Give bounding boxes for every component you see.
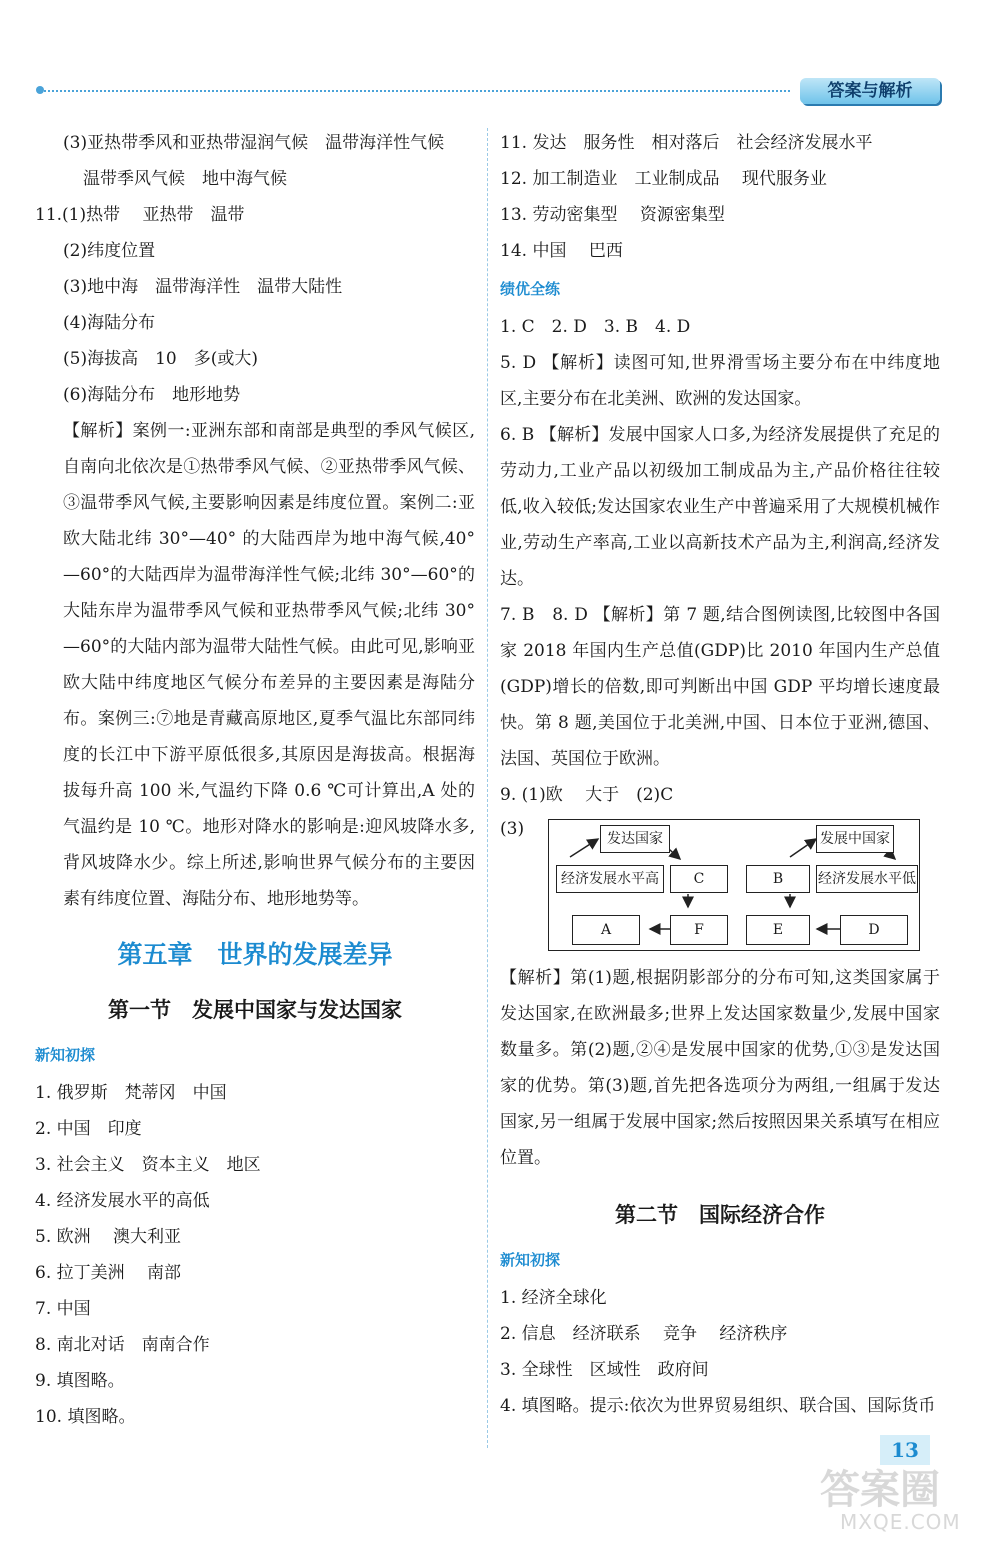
answer-line: 11.(1)热带 亚热带 温带 — [35, 205, 245, 225]
watermark-logo: 答案圈 — [820, 1467, 940, 1513]
cause-effect-diagram — [500, 819, 920, 954]
answer-paragraph: 5. D 【解析】读图可知,世界滑雪场主要分布在中纬度地区,主要分布在北美洲、欧洲的发达国家。 — [500, 353, 940, 409]
section-label: 新知初探 — [35, 1046, 96, 1064]
chapter-title: 第五章 世界的发展差异 — [117, 940, 393, 969]
box-f: F — [670, 915, 728, 945]
column-divider — [487, 128, 488, 1448]
answer-line: 2. 中国 印度 — [35, 1119, 142, 1139]
header-tag: 答案与解析 — [800, 78, 940, 104]
answer-line: 14. 中国 巴西 — [500, 241, 623, 261]
box-b: B — [746, 865, 810, 893]
answer-line: 9. 填图略。 — [35, 1371, 125, 1391]
answer-line: 4. 填图略。提示:依次为世界贸易组织、联合国、国际货币 — [500, 1396, 936, 1416]
answer-line: (6)海陆分布 地形地势 — [63, 385, 241, 405]
diagram-label: (3) — [500, 819, 525, 839]
answer-line: 13. 劳动密集型 资源密集型 — [500, 205, 725, 225]
answer-line: 5. 欧洲 澳大利亚 — [35, 1227, 182, 1247]
answer-line: 11. 发达 服务性 相对落后 社会经济发展水平 — [500, 133, 873, 153]
answer-line: 10. 填图略。 — [35, 1407, 136, 1427]
box-e: E — [746, 915, 810, 945]
answer-line: 3. 全球性 区域性 政府间 — [500, 1360, 709, 1380]
section-title: 第一节 发展中国家与发达国家 — [108, 997, 402, 1022]
answer-line: 3. 社会主义 资本主义 地区 — [35, 1155, 261, 1175]
answer-paragraph: 7. B 8. D 【解析】第 7 题,结合图例读图,比较图中各国家 2018 年国内生产总值(GDP)比 2010 年国内生产总值(GDP)增长的倍数,即可判断出中国 GDP 平均增长速度最快。第 8 题,美国位于北美洲,中国、日本位于亚洲,德国、法国、英国位于欧洲。 — [500, 605, 940, 769]
answer-line: (4)海陆分布 — [63, 313, 156, 333]
site-watermark — [820, 1430, 990, 1540]
answer-line: (3)亚热带季风和亚热带湿润气候 温带海洋性气候 — [63, 133, 445, 153]
answer-line: 1. 经济全球化 — [500, 1288, 607, 1308]
left-column — [35, 125, 475, 1435]
page-number: 13 — [880, 1435, 930, 1465]
developing-country-box: 发展中国家 — [816, 825, 894, 853]
box-c: C — [670, 865, 728, 893]
answer-line: (3)地中海 温带海洋性 温带大陆性 — [63, 277, 343, 297]
answer-line: 温带季风气候 地中海气候 — [83, 169, 287, 189]
answer-line: (5)海拔高 10 多(或大) — [63, 349, 258, 369]
answer-line: 12. 加工制造业 工业制成品 现代服务业 — [500, 169, 827, 189]
section-label: 新知初探 — [500, 1251, 561, 1269]
developed-country-box: 发达国家 — [600, 825, 670, 853]
analysis-paragraph: 【解析】案例一:亚洲东部和南部是典型的季风气候区,自南向北依次是①热带季风气候、②亚热带季风气候、③温带季风气候,主要影响因素是纬度位置。案例二:亚欧大陆北纬 30°—40° 的大陆西岸为地中海气候,40°—60°的大陆西岸为温带海洋性气候;北纬 30°—60°的大陆东岸为温带季风气候和亚热带季风气候;北纬 30°—60°的大陆内部为温带大陆性气候。由此可见,影响亚欧大陆中纬度地区气候分布差异的主要因素是海陆分布。案例三:⑦地是青藏高原地区,夏季气温比东部同纬度的长江中下游平原低很多,其原因是海拔高。根据海拔每升高 100 米,气温约下降 0.6 ℃可计算出,A 处的气温约是 10 ℃。地形对降水的影响是:迎风坡降水多,背风坡降水少。综上所述,影响世界气候分布的主要因素有纬度位置、海陆分布、地形地势等。 — [63, 421, 475, 909]
section-label: 绩优全练 — [500, 280, 561, 298]
answer-line: (2)纬度位置 — [63, 241, 156, 261]
box-d: D — [840, 915, 908, 945]
high-level-box: 经济发展水平高 — [556, 865, 664, 893]
right-column — [500, 125, 940, 1424]
answer-line: 2. 信息 经济联系 竞争 经济秩序 — [500, 1324, 788, 1344]
answer-line: 7. 中国 — [35, 1299, 91, 1319]
answer-line: 1. C 2. D 3. B 4. D — [500, 317, 691, 337]
answer-line: 4. 经济发展水平的高低 — [35, 1191, 210, 1211]
watermark-url: MXQE.COM — [840, 1510, 961, 1534]
answer-line: 9. (1)欧 大于 (2)C — [500, 785, 674, 805]
analysis-paragraph: 【解析】第(1)题,根据阴影部分的分布可知,这类国家属于发达国家,在欧洲最多;世界上发达国家数量少,发展中国家数量多。第(2)题,②④是发展中国家的优势,①③是发达国家的优势。第(3)题,首先把各选项分为两组,一组属于发达国家,另一组属于发展中国家;然后按照因果关系填写在相应位置。 — [500, 968, 940, 1168]
header-dotted-line — [40, 90, 790, 92]
answer-line: 6. 拉丁美洲 南部 — [35, 1263, 182, 1283]
answer-line: 1. 俄罗斯 梵蒂冈 中国 — [35, 1083, 227, 1103]
section-title: 第二节 国际经济合作 — [615, 1202, 825, 1227]
answer-paragraph: 6. B 【解析】发展中国家人口多,为经济发展提供了充足的劳动力,工业产品以初级加工制成品为主,产品价格往往较低,收入较低;发达国家农业生产中普遍采用了大规模机械作业,劳动生产率高,工业以高新技术产品为主,利润高,经济发达。 — [500, 425, 940, 589]
box-a: A — [572, 915, 640, 945]
answer-line: 8. 南北对话 南南合作 — [35, 1335, 210, 1355]
low-level-box: 经济发展水平低 — [816, 865, 918, 893]
